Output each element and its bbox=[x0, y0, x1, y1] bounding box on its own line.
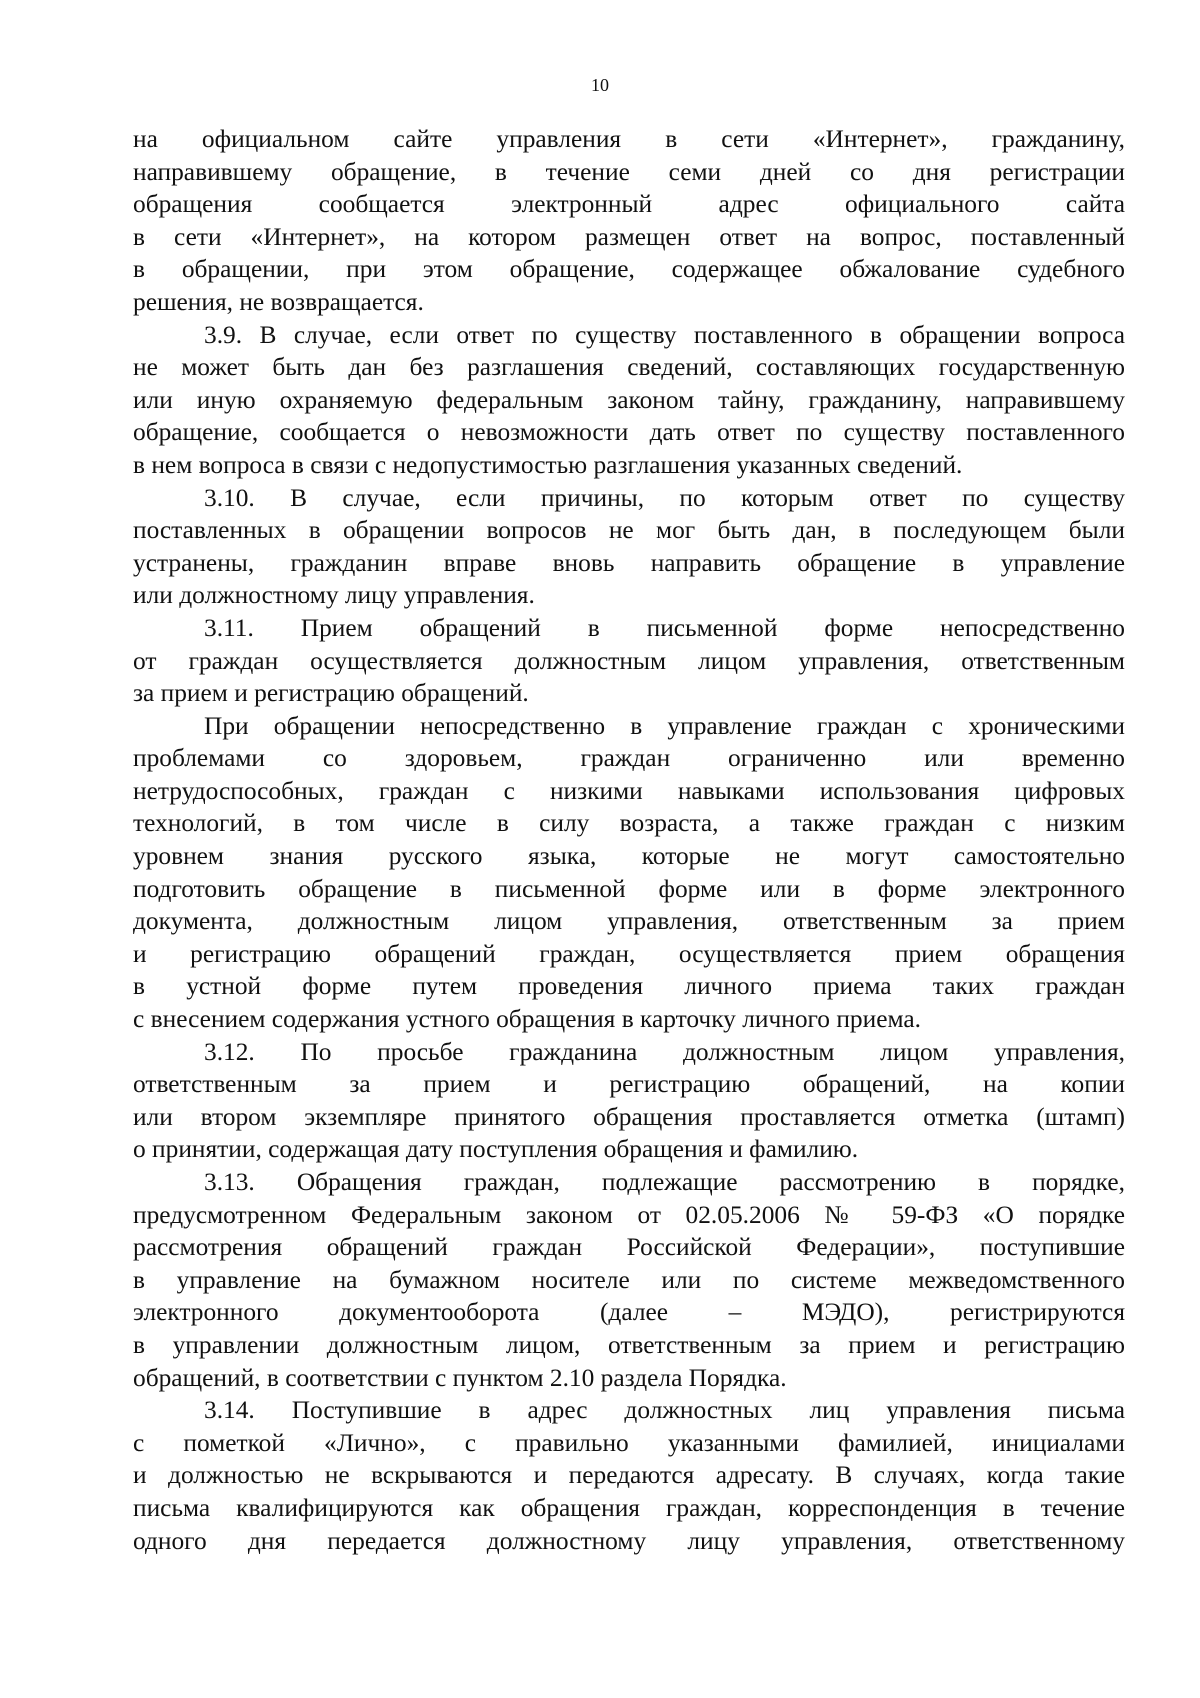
text-line: в сети «Интернет», на котором размещен ответ на вопрос, поставленный bbox=[133, 222, 1125, 251]
text-line: 3.13. Обращения граждан, подлежащие рассмотрению в порядке, bbox=[204, 1168, 1125, 1196]
text-line: 3.14. Поступившие в адрес должностных лиц управления письма bbox=[204, 1396, 1125, 1425]
paragraph-p3_13 bbox=[133, 1166, 1125, 1394]
text-line: или должностному лицу управления. bbox=[133, 581, 535, 610]
text-line: в обращении, при этом обращение, содержащее обжалование судебного bbox=[133, 255, 1125, 284]
paragraph-p3_11b bbox=[133, 710, 1125, 1036]
text-line: технологий, в том числе в силу возраста, а также граждан с низким bbox=[133, 809, 1125, 838]
text-line: или втором экземпляре принятого обращения проставляется отметка (штамп) bbox=[133, 1102, 1125, 1131]
text-line: не может быть дан без разглашения сведений, составляющих государственную bbox=[133, 353, 1125, 382]
text-line: обращения сообщается электронный адрес официального сайта bbox=[133, 190, 1125, 219]
text-line: уровнем знания русского языка, которые не могут самостоятельно bbox=[133, 842, 1125, 871]
paragraph-p3_10 bbox=[133, 482, 1125, 612]
text-line: на официальном сайте управления в сети «Интернет», гражданину, bbox=[133, 125, 1125, 153]
paragraph-p1 bbox=[133, 123, 1125, 319]
text-line: за прием и регистрацию обращений. bbox=[133, 679, 529, 708]
text-line: 3.9. В случае, если ответ по существу поставленного в обращении вопроса bbox=[204, 320, 1125, 349]
text-line: обращений, в соответствии с пунктом 2.10 раздела Порядка. bbox=[133, 1363, 787, 1392]
paragraph-p3_14 bbox=[133, 1394, 1125, 1557]
paragraph-p3_11 bbox=[133, 612, 1125, 710]
text-line: в управление на бумажном носителе или по системе межведомственного bbox=[133, 1265, 1125, 1294]
text-line: о принятии, содержащая дату поступления обращения и фамилию. bbox=[133, 1135, 859, 1164]
document-body bbox=[133, 123, 1125, 1557]
text-line: подготовить обращение в письменной форме или в форме электронного bbox=[133, 874, 1125, 903]
paragraph-p3_9 bbox=[133, 319, 1125, 482]
text-line: решения, не возвращается. bbox=[133, 287, 424, 316]
text-line: в управлении должностным лицом, ответственным за прием и регистрацию bbox=[133, 1330, 1125, 1359]
text-line: 3.11. Прием обращений в письменной форме непосредственно bbox=[204, 613, 1125, 642]
text-line: документа, должностным лицом управления, ответственным за прием bbox=[133, 907, 1125, 936]
paragraph-p3_12 bbox=[133, 1036, 1125, 1166]
text-line: ответственным за прием и регистрацию обращений, на копии bbox=[133, 1070, 1125, 1099]
text-line: с пометкой «Лично», с правильно указанными фамилией, инициалами bbox=[133, 1428, 1125, 1457]
text-line: одного дня передается должностному лицу управления, ответственному bbox=[133, 1526, 1125, 1555]
text-line: или иную охраняемую федеральным законом тайну, гражданину, направившему bbox=[133, 385, 1125, 414]
text-line: При обращении непосредственно в управление граждан с хроническими bbox=[204, 711, 1125, 740]
text-line: проблемами со здоровьем, граждан ограниченно или временно bbox=[133, 744, 1125, 773]
text-line: и должностью не вскрываются и передаются адресату. В случаях, когда такие bbox=[133, 1461, 1125, 1490]
text-line: 3.10. В случае, если причины, по которым ответ по существу bbox=[204, 483, 1125, 512]
text-line: нетрудоспособных, граждан с низкими навыками использования цифровых bbox=[133, 776, 1125, 805]
text-line: предусмотренном Федеральным законом от 02.05.2006 № 59-ФЗ «О порядке bbox=[133, 1200, 1125, 1229]
text-line: в нем вопроса в связи с недопустимостью разглашения указанных сведений. bbox=[133, 450, 963, 479]
text-line: письма квалифицируются как обращения граждан, корреспонденция в течение bbox=[133, 1493, 1125, 1522]
text-line: направившему обращение, в течение семи дней со дня регистрации bbox=[133, 157, 1125, 186]
text-line: 3.12. По просьбе гражданина должностным лицом управления, bbox=[204, 1037, 1125, 1066]
text-line: с внесением содержания устного обращения в карточку личного приема. bbox=[133, 1005, 922, 1034]
page-number: 10 bbox=[591, 75, 609, 95]
text-line: от граждан осуществляется должностным лицом управления, ответственным bbox=[133, 646, 1125, 675]
text-line: в устной форме путем проведения личного приема таких граждан bbox=[133, 972, 1125, 1001]
text-line: рассмотрения обращений граждан Российской Федерации», поступившие bbox=[133, 1233, 1125, 1262]
text-line: и регистрацию обращений граждан, осуществляется прием обращения bbox=[133, 939, 1125, 968]
text-line: электронного документооборота (далее – МЭДО), регистрируются bbox=[133, 1298, 1125, 1327]
text-line: обращение, сообщается о невозможности дать ответ по существу поставленного bbox=[133, 418, 1125, 447]
text-line: поставленных в обращении вопросов не мог быть дан, в последующем были bbox=[133, 516, 1125, 545]
text-line: устранены, гражданин вправе вновь направить обращение в управление bbox=[133, 548, 1125, 577]
